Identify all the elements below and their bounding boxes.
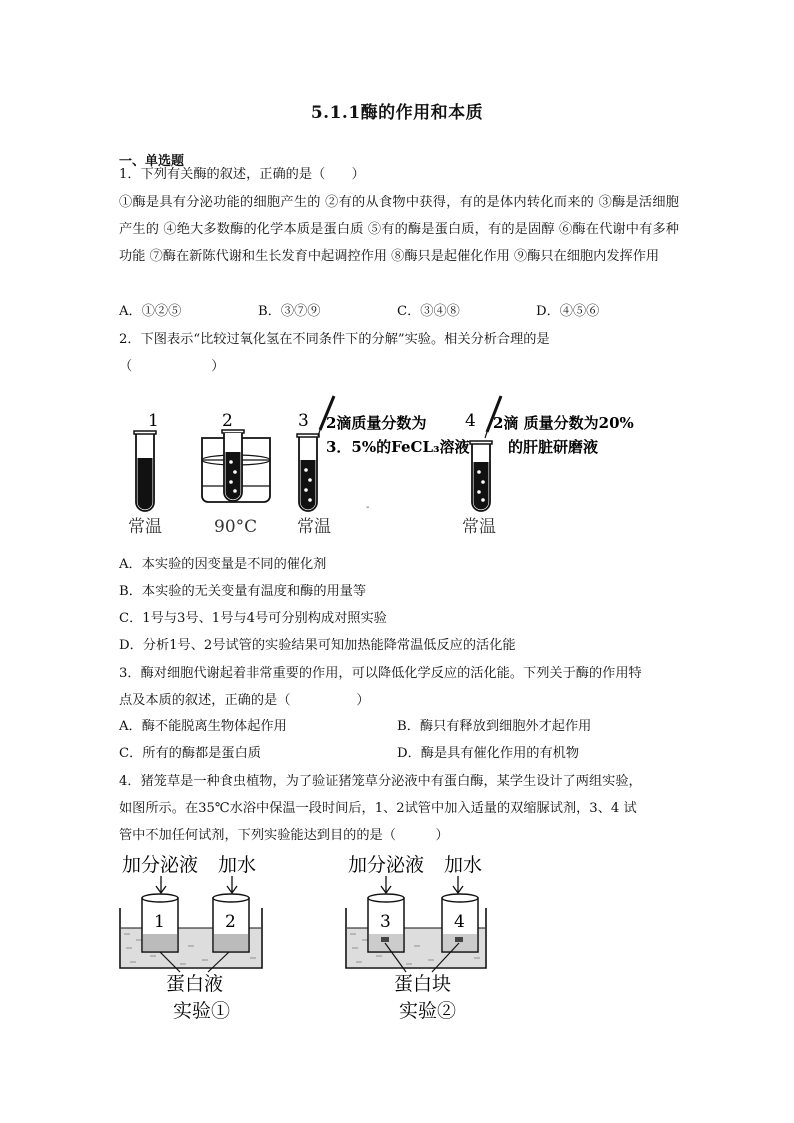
tube-number-1: 1: [154, 912, 165, 932]
condition-3: 常温: [297, 517, 331, 537]
q3-option-a: A．酶不能脱离生物体起作用: [119, 719, 287, 734]
tube-number-2: 2: [222, 411, 233, 431]
q1-stem: 1．下列有关酶的叙述，正确的是（ ）: [119, 167, 365, 182]
section-heading: 一、单选题: [119, 154, 185, 169]
q2-stem: 2．下图表示“比较过氧化氢在不同条件下的分解”实验。相关分析合理的是: [119, 332, 550, 347]
exp2-label: 实验②: [399, 1000, 457, 1022]
tube-number-2: 2: [225, 912, 236, 932]
q4-figure: [110, 848, 490, 1028]
reagent-3-line2: 3．5%的FeCL₃溶液: [326, 438, 470, 456]
q3-option-d: D．酶是具有催化作用的有机物: [397, 746, 580, 761]
q2-option-b: B．本实验的无关变量有温度和酶的用量等: [119, 584, 367, 599]
tube-number-3: 3: [380, 912, 391, 932]
q4-stem-line3: 管中不加任何试剂，下列实验能达到目的的是（ ）: [119, 828, 449, 843]
q1-option-d: D．④⑤⑥: [536, 304, 600, 319]
q2-option-c: C．1号与3号、1号与4号可分别构成对照实验: [119, 611, 387, 626]
exp1-add-secretion: 加分泌液: [122, 854, 199, 876]
q3-stem-line2: 点及本质的叙述，正确的是（ ）: [119, 693, 370, 708]
exp1-protein-liquid: 蛋白液: [166, 973, 224, 995]
tube-number-1: 1: [148, 411, 159, 431]
tube-1: [142, 894, 178, 952]
q1-option-a: A．①②⑤: [119, 304, 182, 319]
q3-option-b: B．酶只有释放到细胞外才起作用: [397, 719, 592, 734]
q2-paren: （ ）: [119, 359, 225, 374]
q1-body: ①酶是具有分泌功能的细胞产生的 ②有的从食物中获得，有的是体内转化而来的 ③酶是活细胞产生的 ④绝大多数酶的化学本质是蛋白质 ⑤有的酶是蛋白质，有的是固醇 ⑥酶在代谢中有多种功能 ⑦酶在新陈代谢和生长发育中起调控作用 ⑧酶只是起催化作用 ⑨酶只在细胞内发挥作用: [119, 195, 679, 264]
tube-number-3: 3: [298, 411, 309, 431]
exp1-add-water: 加水: [218, 854, 257, 876]
page-title: 5.1.1酶的作用和本质: [310, 103, 484, 123]
experiment-2-setup: [346, 854, 486, 1022]
tube-number-4: 4: [465, 411, 476, 431]
q3-option-c: C．所有的酶都是蛋白质: [119, 746, 261, 761]
exp2-add-secretion: 加分泌液: [348, 854, 425, 876]
tube-1: [134, 431, 156, 511]
svg-text:-: -: [366, 502, 370, 513]
q4-stem-line2: 如图所示。在35℃水浴中保温一段时间后，1、2试管中加入适量的双缩脲试剂，3、4 试: [119, 801, 637, 816]
tube-number-4: 4: [454, 912, 465, 932]
q1-option-c: C．③④⑧: [397, 304, 460, 319]
reagent-4-line2: 的肝脏研磨液: [508, 438, 599, 456]
q1-option-b: B．③⑦⑨: [258, 304, 321, 319]
beaker-tube-2: [202, 430, 270, 502]
q2-option-a: A．本实验的因变量是不同的催化剂: [119, 557, 327, 572]
condition-1: 常温: [128, 517, 162, 537]
exp2-protein-block: 蛋白块: [394, 973, 452, 995]
q3-stem-line1: 3．酶对细胞代谢起着非常重要的作用，可以降低化学反应的活化能。下列关于酶的作用特: [119, 666, 642, 681]
exp2-add-water: 加水: [444, 854, 483, 876]
condition-4: 常温: [462, 517, 496, 537]
q4-stem-line1: 4．猪笼草是一种食虫植物，为了验证猪笼草分泌液中有蛋白酶，某学生设计了两组实验，: [119, 774, 642, 789]
tube-3: [368, 894, 404, 952]
tube-2: [213, 894, 249, 952]
exp1-label: 实验①: [173, 1000, 231, 1022]
reagent-3-line1: 2滴质量分数为: [326, 414, 427, 432]
tube-4: [442, 894, 478, 952]
reagent-4-line1: 2滴 质量分数为20%: [493, 414, 634, 432]
experiment-1-setup: [120, 854, 262, 1022]
q2-option-d: D．分析1号、2号试管的实验结果可知加热能降常温低反应的活化能: [119, 638, 516, 653]
condition-2: 90°C: [214, 517, 258, 537]
q2-figure: [110, 390, 670, 545]
